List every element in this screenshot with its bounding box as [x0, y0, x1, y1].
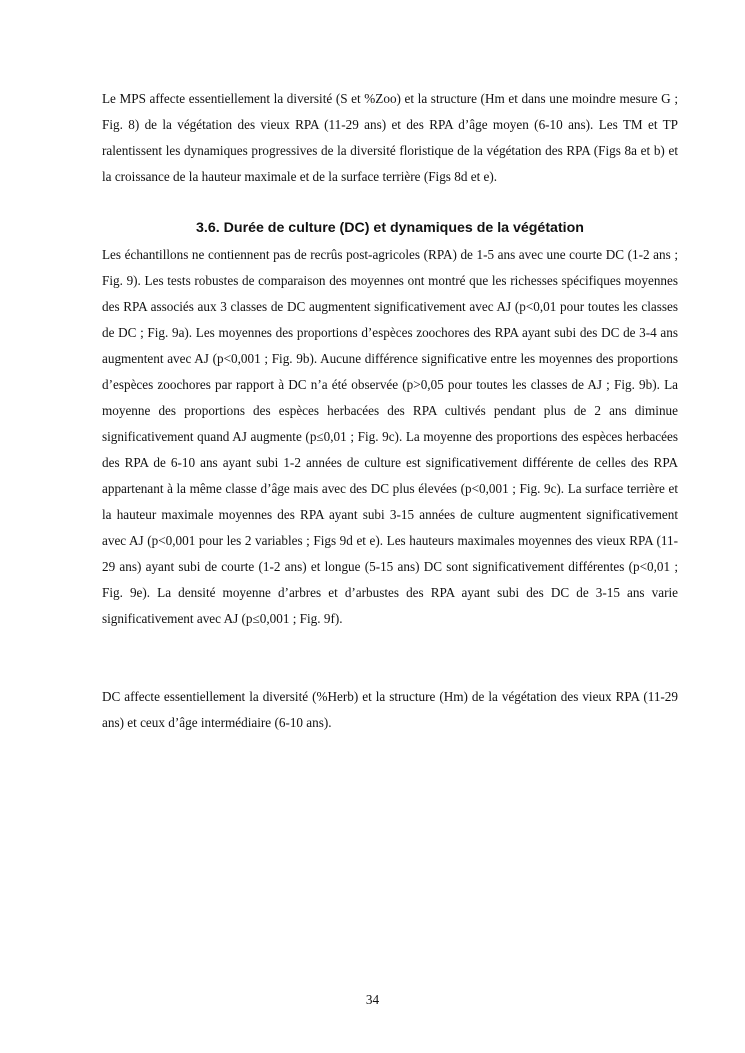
paragraph-dc-summary: DC affecte essentiellement la diversité (%Herb) et la structure (Hm) de la végétation des vieux RPA (11-29 ans) et ceux d’âge intermédiaire (6-10 ans). — [102, 689, 678, 730]
paragraph-dc-results: Les échantillons ne contiennent pas de recrûs post-agricoles (RPA) de 1-5 ans avec une courte DC (1-2 ans ; Fig. 9). Les tests robustes de comparaison des moyennes ont montré que les richesses spécifiques moyennes des RPA associés aux 3 classes de DC augmentent significativement avec AJ (p<0,01 pour toutes les classes de DC ; Fig. 9a). Les moyennes des proportions d’espèces zoochores des RPA ayant subi des DC de 3-4 ans augmentent avec AJ (p<0,001 ; Fig. 9b). Aucune différence significative entre les moyennes des proportions d’espèces zoochores par rapport à DC n’a été observée (p>0,05 pour toutes les classes de AJ ; Fig. 9b). La moyenne des proportions des espèces herbacées des RPA cultivés pendant plus de 2 ans diminue significativement quand AJ augmente (p≤0,01 ; Fig. 9c). La moyenne des proportions des espèces herbacées des RPA de 6-10 ans ayant subi 1-2 années de culture est significativement différente de celles des RPA appartenant à la même classe d’âge mais avec des DC plus élevées (p<0,001 ; Fig. 9c). La surface terrière et la hauteur maximale moyennes des RPA ayant subi 3-15 années de culture augmentent significativement avec AJ (p<0,001 pour les 2 variables ; Figs 9d et e). Les hauteurs maximales moyennes des vieux RPA (11-29 ans) ayant subi de courte (1-2 ans) et longue (5-15 ans) DC sont significativement différentes (p<0,01 ; Fig. 9e). La densité moyenne d’arbres et d’arbustes des RPA ayant subi des DC de 3-15 ans varie significativement avec AJ (p≤0,001 ; Fig. 9f). — [102, 247, 678, 626]
section-heading: 3.6. Durée de culture (DC) et dynamiques de la végétation — [196, 220, 584, 236]
page-number: 34 — [365, 992, 380, 1007]
paragraph-mps-summary: Le MPS affecte essentiellement la diversité (S et %Zoo) et la structure (Hm et dans une moindre mesure G ; Fig. 8) de la végétation des vieux RPA (11-29 ans) et des RPA d’âge moyen (6-10 ans). Les TM et TP ralentissent les dynamiques progressives de la diversité floristique de la végétation des RPA (Figs 8a et b) et la croissance de la hauteur maximale et de la surface terrière (Figs 8d et e). — [102, 91, 678, 184]
